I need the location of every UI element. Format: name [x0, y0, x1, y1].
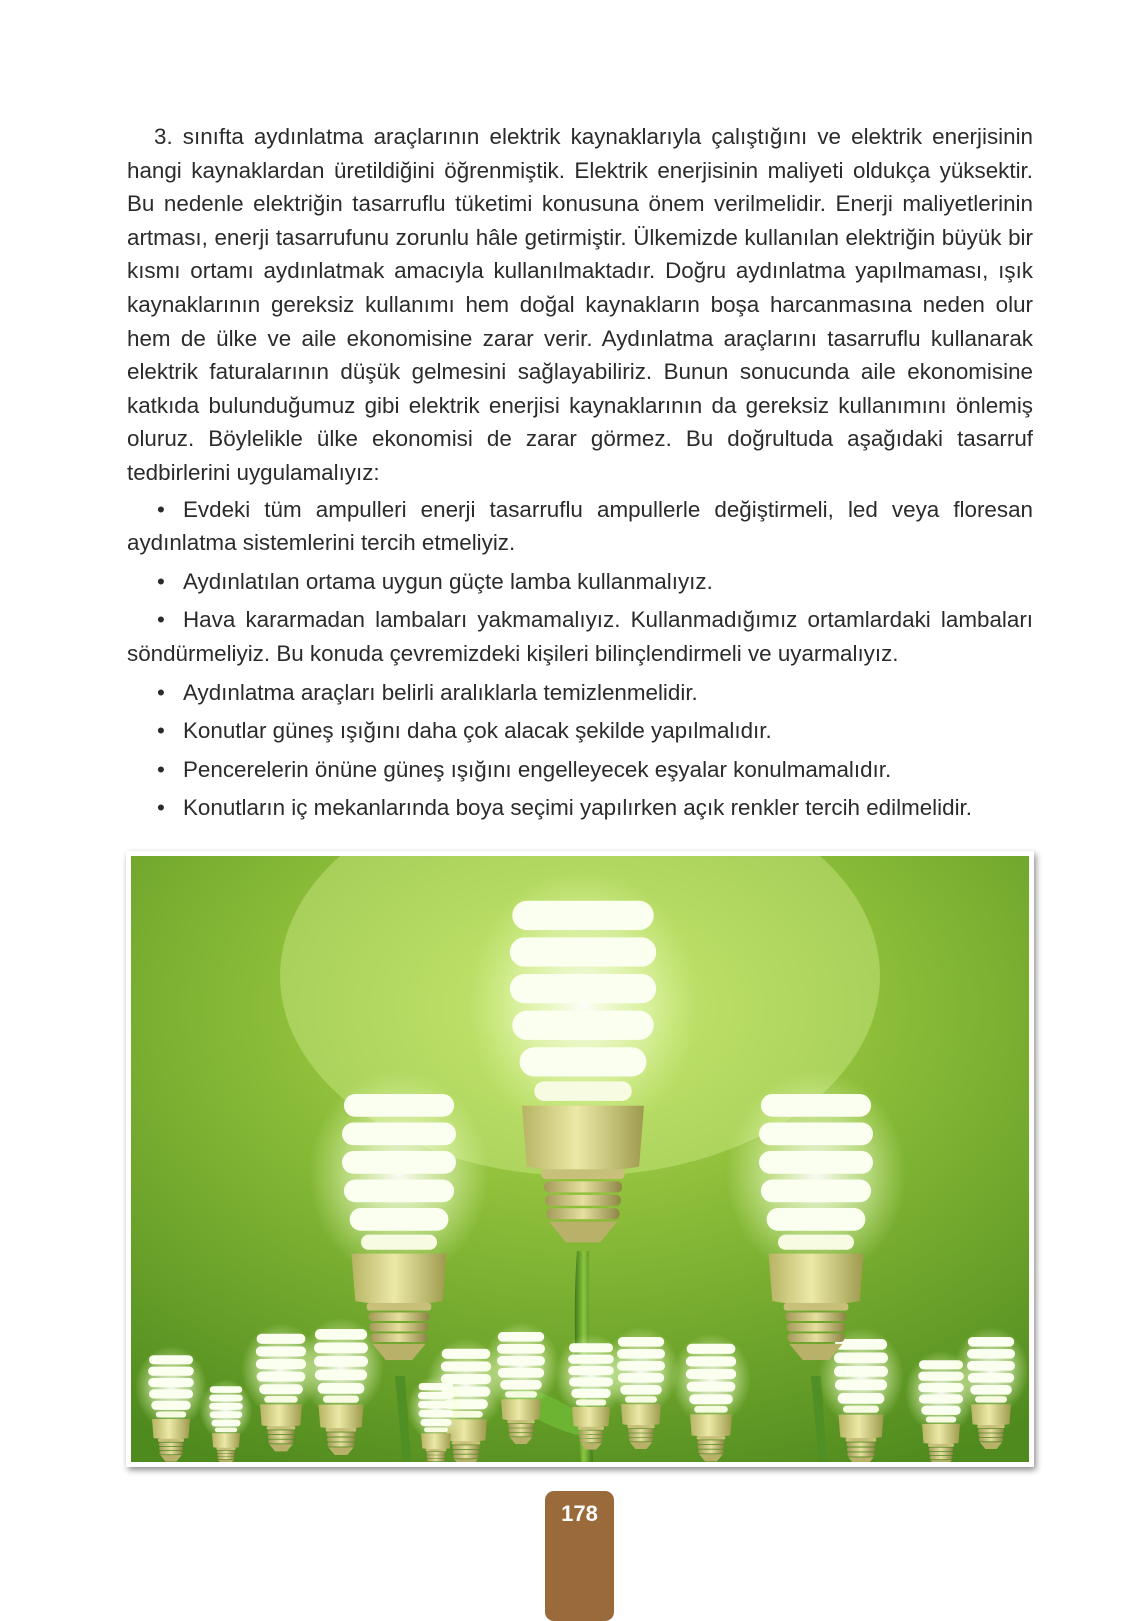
list-item-text: Hava kararmadan lambaları yakmamalıyız. Kullanmadığımız ortamlardaki lambaları söndürmeliyiz. Bu konuda çevremizdeki kişileri bilinçlendirmeli ve uyarmalıyız.: [127, 607, 1033, 666]
list-item-text: Aydınlatılan ortama uygun güçte lamba kullanmalıyız.: [183, 568, 713, 594]
bullet-icon: •: [157, 756, 165, 782]
list-item-text: Konutların iç mekanlarında boya seçimi yapılırken açık renkler tercih edilmelidir.: [183, 795, 972, 821]
intro-paragraph: 3. sınıfta aydınlatma araçlarının elektrik kaynaklarıyla çalıştığını ve elektrik enerjisinin hangi kaynaklardan üretildiğini öğrenmiştik. Elektrik enerjisinin maliyeti oldukça yüksektir. Bu nedenle elektriğin tasarruflu tüketimi konusuna önem verilmelidir. Enerji maliyetlerinin artması, enerji tasarrufunu zorunlu hâle getirmiştir. Ülkemizde kullanılan elektriğin büyük bir kısmı ortamı aydınlatmak amacıyla kullanılmaktadır. Doğru aydınlatma yapılmaması, ışık kaynaklarının gereksiz kullanımı hem doğal kaynakların boşa harcanmasına neden olur hem de ülke ve aile ekonomisine zarar verir. Aydınlatma araçlarını tasarruflu kullanarak elektrik faturalarının düşük gelmesini sağlayabiliriz. Bunun sonucunda aile ekonomisine katkıda bulunduğumuz gibi elektrik enerjisi kaynaklarının da gereksiz kullanımını önlemiş oluruz. Böylelikle ülke ekonomisi de zarar görmez. Bu doğrultuda aşağıdaki tasarruf tedbirlerini uygulamalıyız:: [127, 124, 1033, 485]
bullet-icon: •: [157, 607, 165, 633]
body-text: [127, 120, 1033, 830]
list-item: [127, 791, 1033, 825]
page-number: 178: [561, 1501, 598, 1526]
energy-saving-bulbs-image: [131, 856, 1029, 1462]
bullet-icon: •: [157, 568, 165, 594]
list-item: [127, 676, 1033, 710]
bulbs-photo-frame: [126, 851, 1034, 1467]
list-item-text: Pencerelerin önüne güneş ışığını engelleyecek eşyalar konulmamalıdır.: [183, 756, 892, 782]
list-item: [127, 753, 1033, 787]
bullet-icon: •: [157, 795, 165, 821]
list-item-text: Evdeki tüm ampulleri enerji tasarruflu ampullerle değiştirmeli, led veya floresan aydınlatma sistemlerini tercih etmeliyiz.: [127, 496, 1033, 556]
page-number-tab: [545, 1491, 614, 1621]
bullet-icon: •: [157, 679, 165, 705]
list-item: [127, 603, 1033, 670]
list-item-text: Konutlar güneş ışığını daha çok alacak şekilde yapılmalıdır.: [183, 718, 772, 744]
tips-list: [127, 493, 1033, 825]
list-item: [127, 714, 1033, 748]
list-item: [127, 493, 1033, 560]
list-item-text: Aydınlatma araçları belirli aralıklarla temizlenmelidir.: [183, 679, 698, 705]
bullet-icon: •: [157, 718, 165, 744]
bullet-icon: •: [157, 496, 165, 522]
list-item: [127, 565, 1033, 599]
